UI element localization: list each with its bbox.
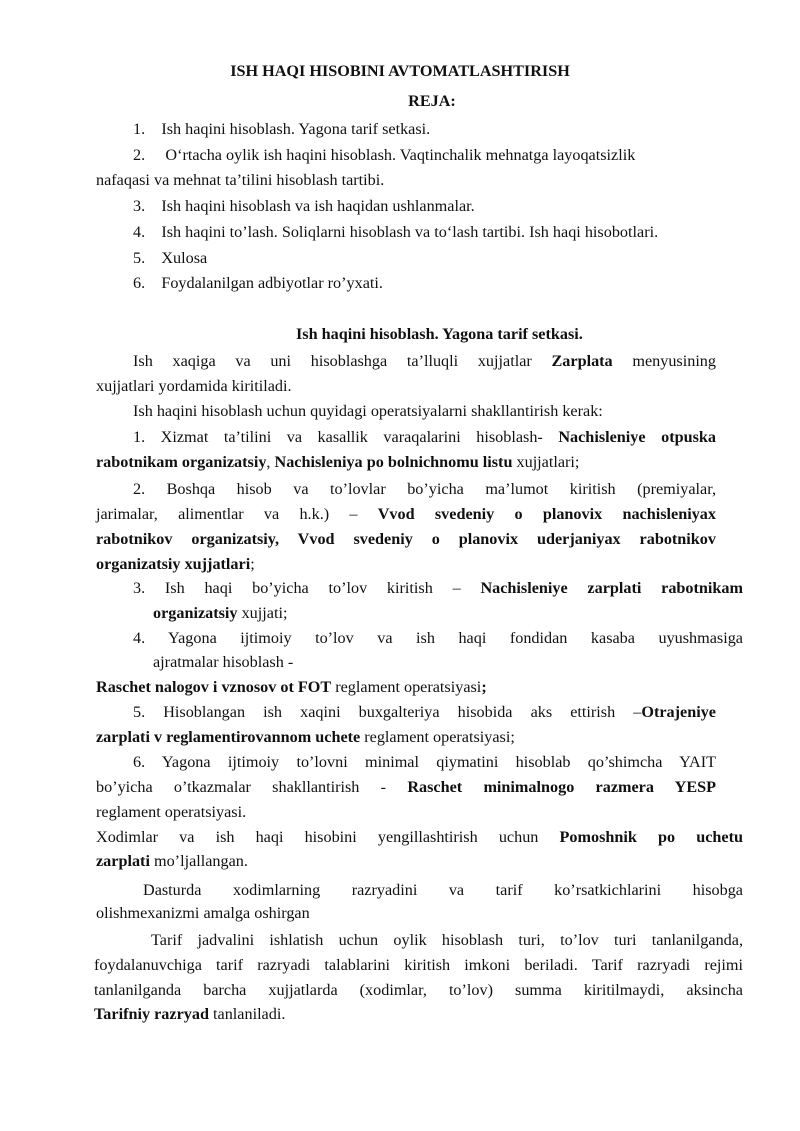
item-3-line-2: organizatsiy xujjati;: [153, 604, 288, 622]
item-4-line-1: 4. Yagona ijtimoiy to’lov va ish haqi fondidan kasaba uyushmasiga: [133, 629, 743, 647]
plan-item-2: 2. O‘rtacha oylik ish haqini hisoblash. Vaqtinchalik mehnatga layoqatsizlik: [133, 146, 636, 164]
item-1-line-1: 1. Xizmat ta’tilini va kasallik varaqalarini hisoblash- Nachisleniye otpuska: [133, 428, 716, 446]
paragraph-4-line-1: Dasturda xodimlarning razryadini va tarif ko’rsatkichlarini hisobga: [143, 881, 743, 899]
plan-item-5: 5. Xulosa: [133, 249, 208, 267]
plan-item-4: 4. Ish haqini to’lash. Soliqlarni hisoblash va to‘lash tartibi. Ish haqi hisobotlari.: [133, 223, 659, 241]
paragraph-3-line-1: Xodimlar va ish haqi hisobini yengillashtirish uchun Pomoshnik po uchetu: [96, 828, 743, 846]
item-2-line-2: jarimalar, alimentlar va h.k.) – Vvod svedeniy o planovix nachisleniyax: [96, 505, 716, 523]
item-2-line-3: rabotnikov organizatsiy, Vvod svedeniy o planovix uderjaniyax rabotnikov: [96, 530, 716, 548]
item-3-line-1: 3. Ish haqi bo’yicha to’lov kiritish – Nachisleniye zarplati rabotnikam: [133, 579, 743, 597]
item-2-line-4: organizatsiy xujjatlari;: [96, 555, 255, 573]
item-4-line-2: ajratmalar hisoblash -: [153, 653, 294, 671]
paragraph-2: Ish haqini hisoblash uchun quyidagi operatsiyalarni shakllantirish kerak:: [133, 402, 603, 420]
plan-item-6: 6. Foydalanilgan adbiyotlar ro’yxati.: [133, 274, 383, 292]
plan-heading: REJA:: [408, 92, 456, 110]
paragraph-4-line-2: olishmexanizmi amalga oshirgan: [96, 904, 310, 922]
item-2-line-1: 2. Boshqa hisob va to’lovlar bo’yicha ma’lumot kiritish (premiyalar,: [133, 480, 716, 498]
paragraph-3-line-2: zarplati mo’ljallangan.: [96, 852, 248, 870]
section-heading: Ish haqini hisoblash. Yagona tarif setkasi.: [296, 325, 583, 343]
paragraph-5-line-1: Tarif jadvalini ishlatish uchun oylik hisoblash turi, to’lov turi tanlanilganda,: [151, 931, 743, 949]
paragraph-5-line-2: foydalanuvchiga tarif razryadi talablarini kiritish imkoni beriladi. Tarif razryadi rejimi: [94, 956, 743, 974]
plan-item-1: 1. Ish haqini hisoblash. Yagona tarif setkasi.: [133, 120, 431, 138]
paragraph-1-line-2: xujjatlari yordamida kiritiladi.: [96, 377, 292, 395]
plan-item-3: 3. Ish haqini hisoblash va ish haqidan ushlanmalar.: [133, 197, 475, 215]
plan-item-2-cont: nafaqasi va mehnat ta’tilini hisoblash tartibi.: [96, 171, 385, 189]
item-4-line-3: Raschet nalogov i vznosov ot FOT reglament operatsiyasi;: [96, 678, 487, 696]
item-5-line-1: 5. Hisoblangan ish xaqini buxgalteriya hisobida aks ettirish –Otrajeniye: [133, 703, 716, 721]
paragraph-5-line-4: Tarifniy razryad tanlaniladi.: [94, 1005, 286, 1023]
item-6-line-3: reglament operatsiyasi.: [96, 803, 247, 821]
item-5-line-2: zarplati v reglamentirovannom uchete reglament operatsiyasi;: [96, 728, 515, 746]
paragraph-5-line-3: tanlanilganda barcha xujjatlarda (xodimlar, to’lov) summa kiritilmaydi, aksincha: [94, 981, 743, 999]
item-1-line-2: rabotnikam organizatsiy, Nachisleniya po bolnichnomu listu xujjatlari;: [96, 453, 580, 471]
document-title: ISH HAQI HISOBINI AVTOMATLASHTIRISH: [230, 62, 570, 80]
item-6-line-1: 6. Yagona ijtimoiy to’lovni minimal qiymatini hisoblab qo’shimcha YAIT: [133, 753, 716, 771]
paragraph-1-line-1: Ish xaqiga va uni hisoblashga ta’lluqli xujjatlar Zarplata menyusining: [133, 352, 716, 370]
item-6-line-2: bo’yicha o’tkazmalar shakllantirish - Raschet minimalnogo razmera YESP: [96, 778, 717, 796]
